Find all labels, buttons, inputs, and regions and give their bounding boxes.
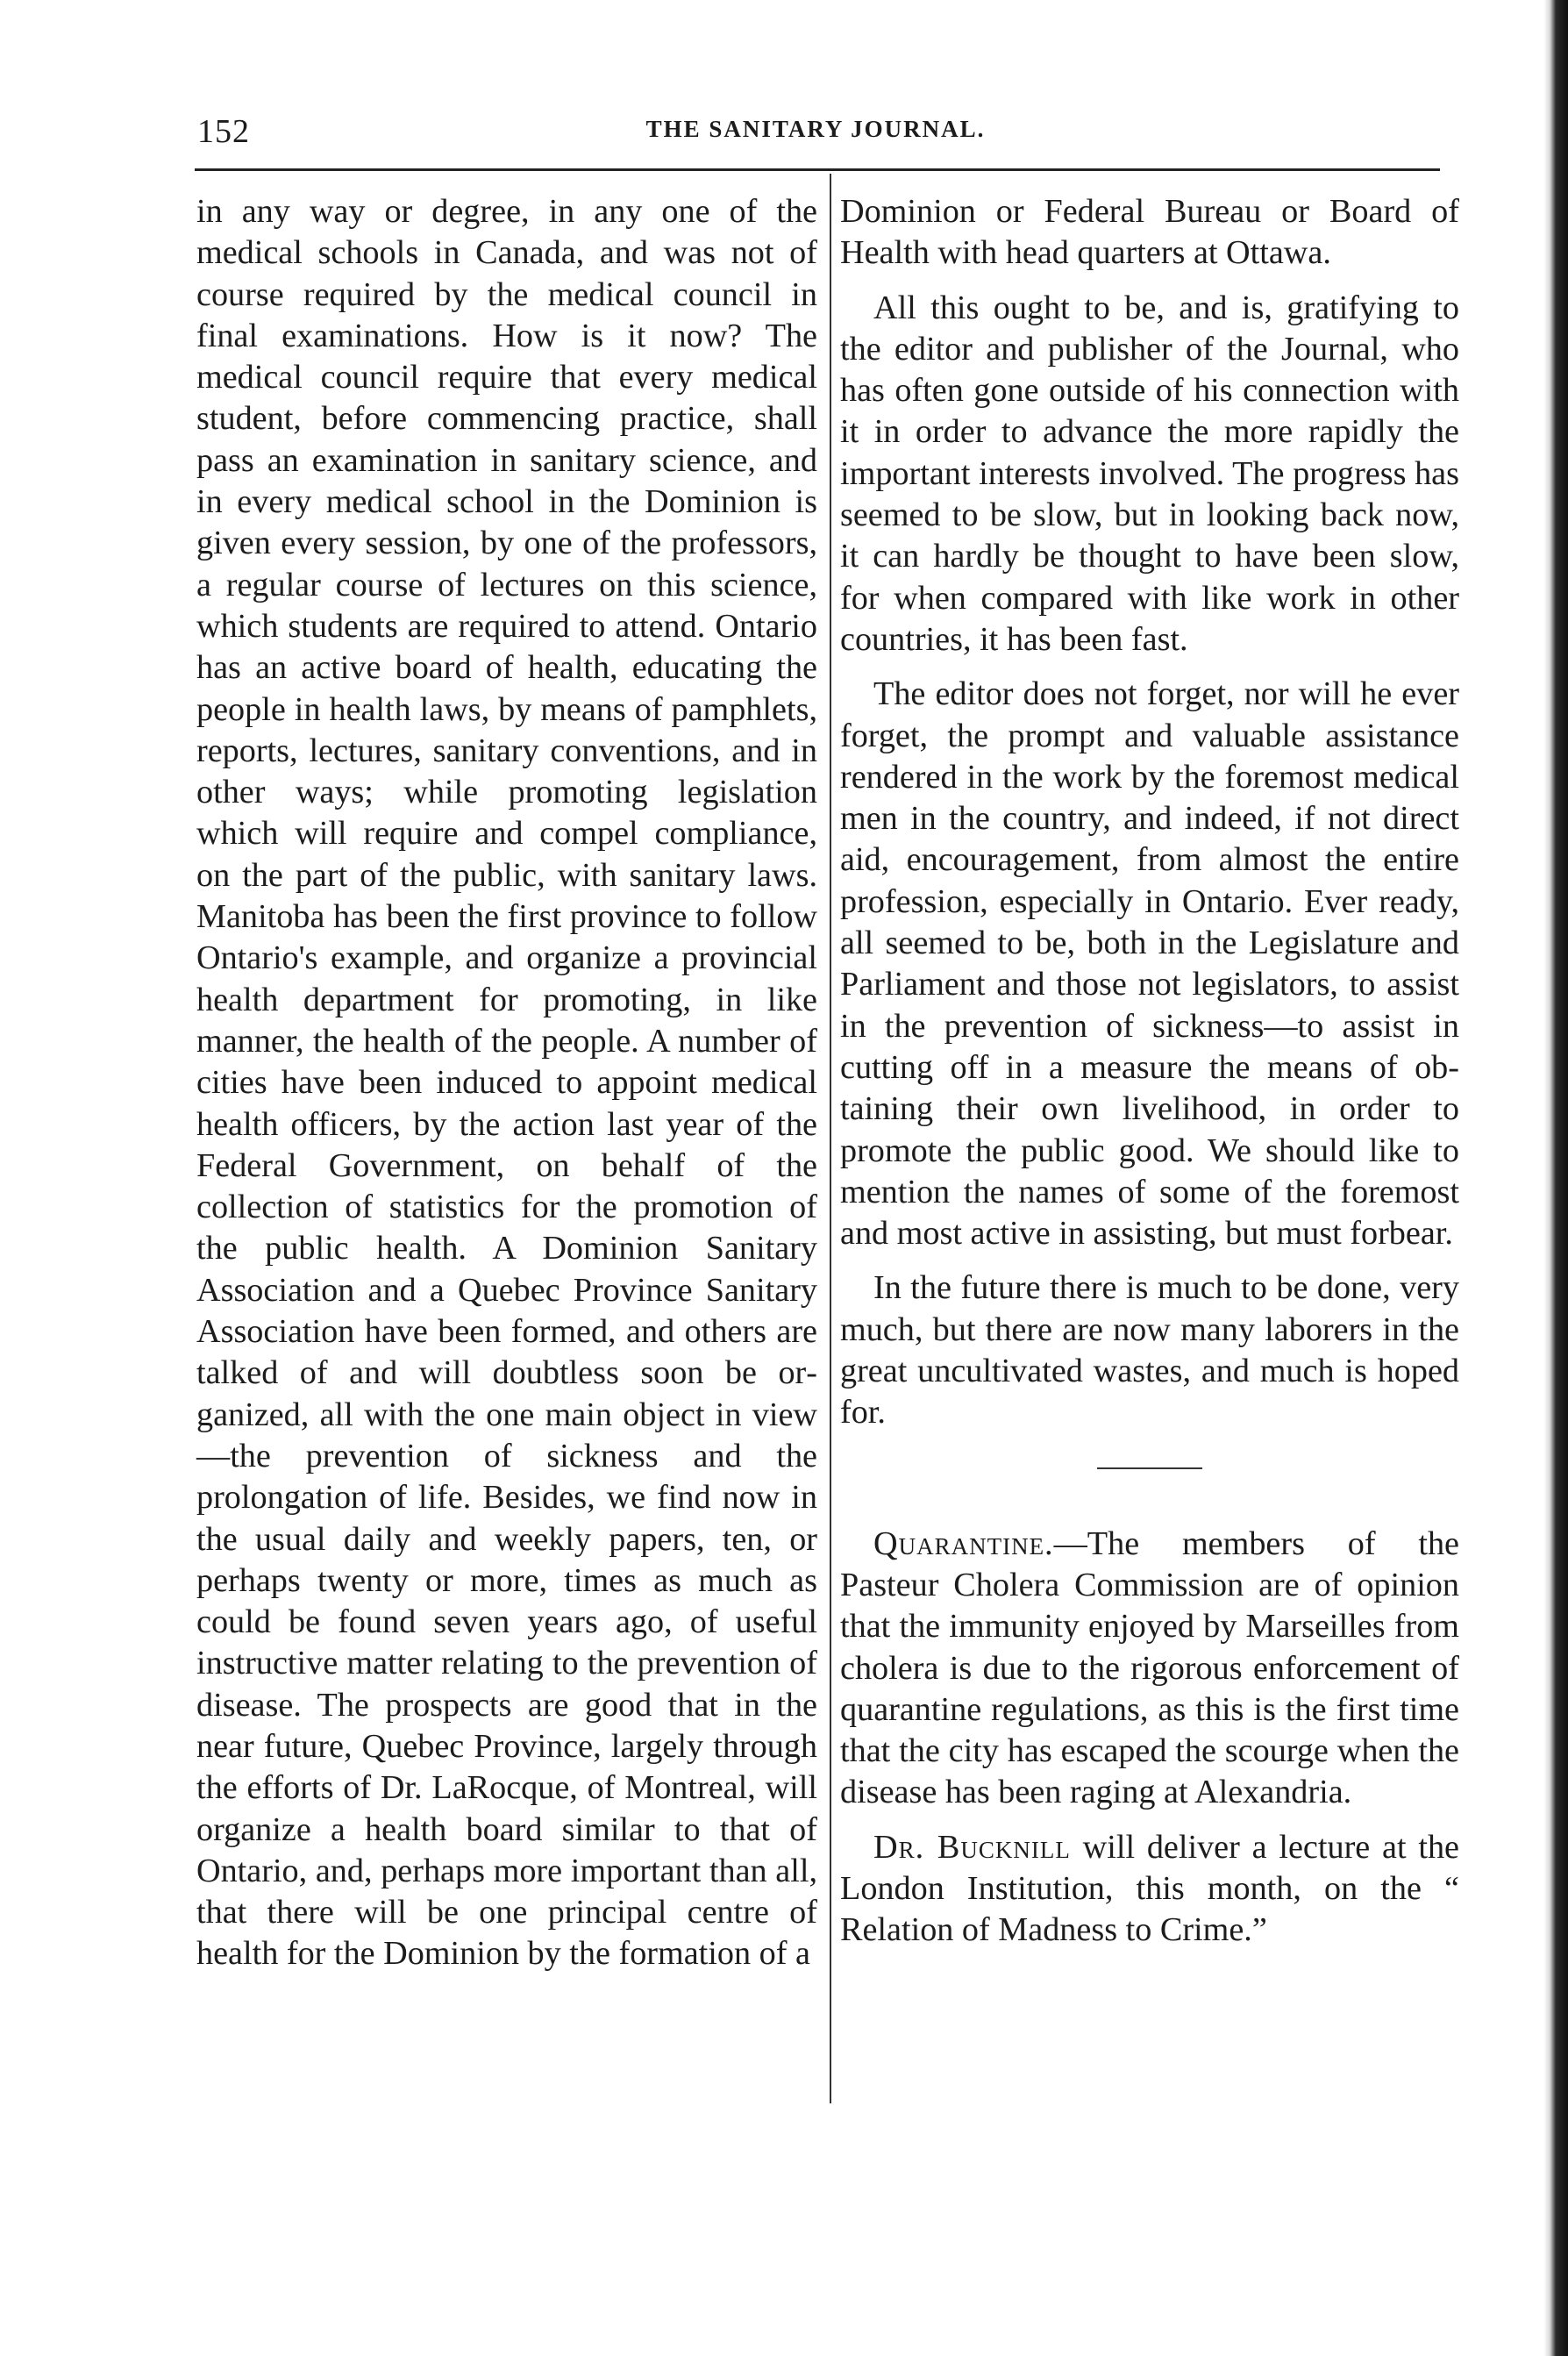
quarantine-heading: Quarantine. [873, 1524, 1054, 1562]
continuation-paragraph: Dominion or Federal Bureau or Board of Health with head quarters at Ottawa. [840, 193, 1459, 272]
section-divider [1097, 1467, 1202, 1469]
bucknill-text: will deliver a lecture at the London Institution, this month, on the “ Relation of Madness to Crime.” [840, 1828, 1459, 1949]
column-divider [830, 174, 831, 2103]
gratifying-paragraph: All this ought to be, and is, gratifying to the editor and publisher of the Journal, who has often gone outside of his connection with it in order to advance the more rapidly the important interests involved. The progress has seemed to be slow, but in looking back now, it can hardly be thought to have been slow, for when compared with like work in other countries, it has been fast. [840, 289, 1459, 658]
quarantine-text: —The members of the Pasteur Cholera Commission are of opinion that the immunity enjoyed by Marseilles from cholera is due to the rigorous enforcement of quarantine regulations, as this is the first time that the city has escaped the scourge when the disease has been raging at Alexandria. [840, 1524, 1459, 1811]
bucknill-heading: Dr. Bucknill [873, 1828, 1071, 1866]
quarantine-paragraph [840, 1524, 1459, 1814]
future-paragraph: In the future there is much to be done, very much, but there are now many laborers in the great uncultivated wastes, and much is hoped for. [840, 1269, 1459, 1431]
running-title: THE SANITARY JOURNAL. [645, 116, 986, 142]
bucknill-paragraph [840, 1827, 1459, 1952]
left-column [196, 191, 817, 1988]
page-header [197, 112, 1434, 156]
header-rule [195, 168, 1440, 171]
page-edge-shadow [1528, 0, 1568, 2356]
page-number: 152 [197, 113, 250, 150]
left-paragraph: in any way or degree, in any one of the medical schools in Canada, and was not of course required by the medical council in final examinations. How is it now? The medical council require that every medical student, before commencing practice, shall pass an examination in sanitary science, and in every medical school in the Dominion is given every session, by one of the professors, a regular course of lectures on this science, which students are required to attend. Ontario has an active board of health, educating the people in health laws, by means of pamphlets, reports, lectures, sanitary conventions, and in other ways; while promoting legislation which will require and compel compliance, on the part of the public, with sanitary laws. Manitoba has been the first province to follow Ontario's example, and organize a provincial health department for promoting, in like manner, the health of the people. A number of cities have been induced to appoint medical health officers, by the action last year of the Federal Government, on behalf of the collection of statistics for the promotion of the public health. A Dominion Sanitary Association and a Quebec Province Sanitary Association have been formed, and others are talked of and will doubtless soon be organized, all with the one main object in view—the prevention of sickness and the prolongation of life. Besides, we find now in the usual daily and weekly papers, ten, or perhaps twenty or more, times as much as could be found seven years ago, of useful instructive matter relating to the prevention of disease. The prospects are good that in the near future, Quebec Province, largely through the efforts of Dr. LaRocque, of Montreal, will organize a health board similar to that of Ontario, and, perhaps more important than all, that there will be one principal centre of health for the Dominion by the formation of a [196, 193, 817, 1973]
right-column [840, 191, 1459, 1965]
editor-paragraph: The editor does not forget, nor will he ever forget, the prompt and valuable assistance rendered in the work by the foremost medical men in the country, and indeed, if not direct aid, encouragement, from almost the entire profession, especially in Ontario. Ever ready, all seemed to be, both in the Legislature and Parliament and those not legislators, to assist in the prevention of sickness—to assist in cutting off in a measure the means of obtaining their own livelihood, in order to promote the public good. We should like to mention the names of some of the foremost and most active in assisting, but must forbear. [840, 675, 1459, 1253]
